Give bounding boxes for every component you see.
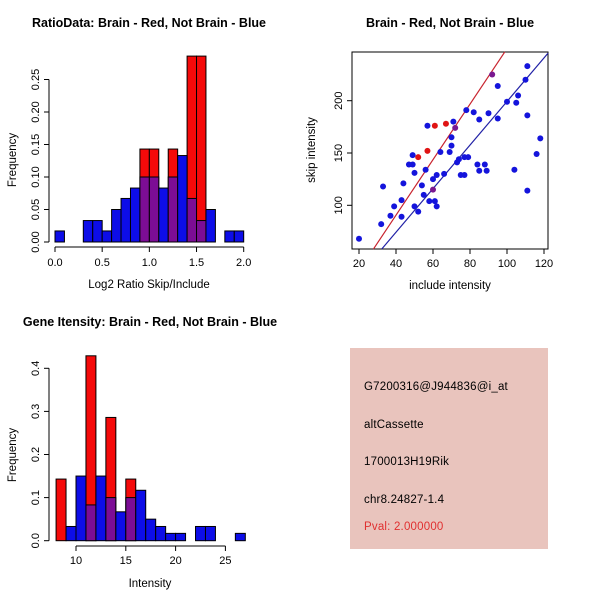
data-point-not-brain — [486, 110, 492, 116]
histogram-bar-red — [56, 479, 66, 541]
x-tick-label: 25 — [219, 555, 232, 567]
x-tick-label: 60 — [426, 258, 440, 270]
chart-title: Brain - Red, Not Brain - Blue — [365, 16, 535, 30]
y-tick-label: 0.1 — [30, 489, 42, 506]
data-point-not-brain — [495, 115, 501, 121]
data-point-brain — [415, 154, 421, 160]
data-point-brain — [424, 148, 430, 154]
histogram-bar-overlap — [86, 505, 96, 541]
data-point-not-brain — [537, 135, 543, 141]
histogram-bar-blue — [121, 198, 130, 242]
histogram-bar-overlap — [168, 177, 177, 242]
histogram-bar-blue — [159, 188, 168, 242]
pval-text: Pval: 2.000000 — [364, 521, 444, 533]
histogram-bar-blue — [196, 526, 206, 540]
histogram-bar-overlap — [149, 177, 158, 242]
data-point-not-brain — [423, 167, 429, 173]
histogram-bar-blue — [96, 476, 106, 541]
data-point-not-brain — [450, 119, 456, 125]
genomic-location-text: chr8.24827-1.4 — [364, 494, 445, 506]
histogram-bar-blue — [130, 188, 139, 242]
data-point-not-brain — [410, 162, 416, 168]
data-point-not-brain — [380, 183, 386, 189]
y-tick-label: 0.15 — [30, 133, 42, 156]
histogram-bar-blue — [83, 221, 92, 242]
y-tick-label: 0.3 — [30, 403, 42, 420]
data-point-not-brain — [461, 172, 467, 178]
histogram-bar-blue — [76, 476, 86, 541]
histogram-bar-red — [197, 56, 206, 242]
data-point-not-brain — [387, 213, 393, 219]
data-point-not-brain — [412, 170, 418, 176]
histogram-bar-blue — [205, 526, 215, 540]
histogram-bar-overlap — [140, 177, 149, 242]
ratio-histogram-panel — [0, 0, 300, 300]
data-point-not-brain — [465, 154, 471, 160]
y-tick-label: 0.2 — [30, 446, 42, 463]
histogram-bar-blue — [112, 210, 121, 243]
data-point-brain — [443, 121, 449, 127]
histogram-bar-blue — [55, 231, 64, 242]
data-point-not-brain — [449, 134, 455, 140]
data-point-not-brain — [515, 92, 521, 98]
data-point-not-brain — [463, 107, 469, 113]
data-point-not-brain — [456, 156, 462, 162]
x-tick-label: 20 — [169, 555, 182, 567]
data-point-not-brain — [421, 192, 427, 198]
x-tick-label: 2.0 — [236, 257, 252, 269]
gene-info-box — [350, 348, 548, 549]
data-point-not-brain — [437, 149, 443, 155]
histogram-bar-overlap — [106, 498, 116, 541]
data-point-not-brain — [426, 198, 432, 204]
histogram-bar-overlap — [197, 221, 206, 242]
x-tick-label: 40 — [389, 258, 403, 270]
chart-title: Gene Itensity: Brain - Red, Not Brain - Blue — [22, 315, 278, 329]
data-point-not-brain — [424, 123, 430, 129]
x-tick-label: 100 — [497, 258, 517, 270]
data-point-not-brain — [447, 149, 453, 155]
x-tick-label: 0.0 — [47, 257, 63, 269]
y-tick-label: 0.4 — [30, 360, 42, 376]
data-point-not-brain — [391, 203, 397, 209]
data-point-not-brain — [523, 77, 529, 83]
y-tick-label: 0.10 — [30, 166, 42, 188]
data-point-brain — [432, 123, 438, 129]
histogram-bar-blue — [93, 221, 102, 242]
data-point-not-brain — [524, 112, 530, 118]
gene-symbol-text: 1700013H19Rik — [364, 456, 450, 468]
data-point-not-brain — [471, 109, 477, 115]
intensity-scatter-panel — [300, 0, 600, 300]
data-point-overlap — [430, 187, 436, 193]
y-tick-label: 0.25 — [30, 68, 42, 91]
data-point-not-brain — [449, 143, 455, 149]
data-point-not-brain — [524, 188, 530, 194]
data-point-not-brain — [432, 198, 438, 204]
data-point-not-brain — [513, 100, 519, 106]
histogram-bar-blue — [178, 156, 187, 242]
y-tick-label: 0.00 — [30, 231, 42, 253]
data-point-not-brain — [511, 167, 517, 173]
gene-intensity-histogram-panel — [0, 300, 300, 600]
x-tick-label: 120 — [534, 258, 554, 270]
data-point-not-brain — [476, 117, 482, 123]
data-point-not-brain — [482, 162, 488, 168]
y-axis-label: Frequency — [7, 132, 19, 188]
data-point-not-brain — [434, 203, 440, 209]
data-point-not-brain — [434, 172, 440, 178]
y-axis-label: skip intensity — [306, 117, 318, 183]
x-axis-label: include intensity — [409, 280, 491, 292]
x-tick-label: 15 — [119, 555, 132, 567]
x-axis-label: Intensity — [128, 578, 172, 590]
probe-id-text: G7200316@J944836@i_at — [364, 381, 508, 393]
regression-line-not-brain-fit — [382, 53, 548, 249]
x-tick-label: 10 — [69, 555, 83, 567]
data-point-not-brain — [419, 182, 425, 188]
chart-title: RatioData: Brain - Red, Not Brain - Blue — [31, 16, 267, 30]
x-tick-label: 1.5 — [188, 257, 205, 269]
y-tick-label: 0.20 — [30, 101, 42, 123]
data-point-not-brain — [495, 83, 501, 89]
data-point-not-brain — [524, 63, 530, 69]
histogram-bar-blue — [116, 512, 126, 541]
data-point-not-brain — [399, 214, 405, 220]
data-point-not-brain — [476, 168, 482, 174]
data-point-not-brain — [399, 197, 405, 203]
data-point-not-brain — [484, 168, 490, 174]
histogram-bar-blue — [156, 526, 166, 540]
histogram-bar-blue — [102, 231, 111, 242]
data-point-not-brain — [474, 162, 480, 168]
x-tick-label: 1.0 — [141, 257, 157, 269]
data-point-not-brain — [410, 152, 416, 158]
y-tick-label: 0.05 — [30, 198, 42, 221]
data-point-overlap — [452, 125, 458, 131]
data-point-not-brain — [415, 209, 421, 215]
y-tick-label: 100 — [333, 196, 345, 215]
histogram-bar-blue — [234, 231, 243, 242]
histogram-bar-blue — [225, 231, 234, 242]
data-point-not-brain — [534, 151, 540, 157]
data-point-not-brain — [378, 221, 384, 227]
y-tick-label: 0.0 — [30, 533, 42, 549]
data-point-not-brain — [504, 99, 510, 105]
data-point-overlap — [489, 72, 495, 78]
y-axis-label: Frequency — [7, 427, 19, 483]
y-tick-label: 200 — [333, 91, 345, 110]
data-point-not-brain — [356, 236, 362, 242]
x-axis-label: Log2 Ratio Skip/Include — [88, 279, 210, 291]
histogram-bar-overlap — [126, 498, 136, 541]
histogram-bar-blue — [136, 490, 146, 540]
histogram-bar-blue — [176, 533, 186, 540]
splice-event-text: altCassette — [364, 419, 424, 431]
x-tick-label: 0.5 — [94, 257, 110, 269]
data-point-not-brain — [412, 203, 418, 209]
histogram-bar-blue — [166, 533, 176, 540]
histogram-bar-blue — [206, 210, 215, 243]
x-tick-label: 20 — [352, 258, 366, 270]
gene-info-panel — [300, 300, 600, 600]
x-tick-label: 80 — [463, 258, 477, 270]
data-point-not-brain — [400, 180, 406, 186]
histogram-bar-blue — [146, 519, 156, 541]
histogram-bar-blue — [66, 526, 76, 540]
histogram-bar-blue — [235, 533, 245, 540]
data-point-not-brain — [441, 171, 447, 177]
histogram-bar-overlap — [187, 198, 196, 242]
y-tick-label: 150 — [333, 143, 345, 163]
